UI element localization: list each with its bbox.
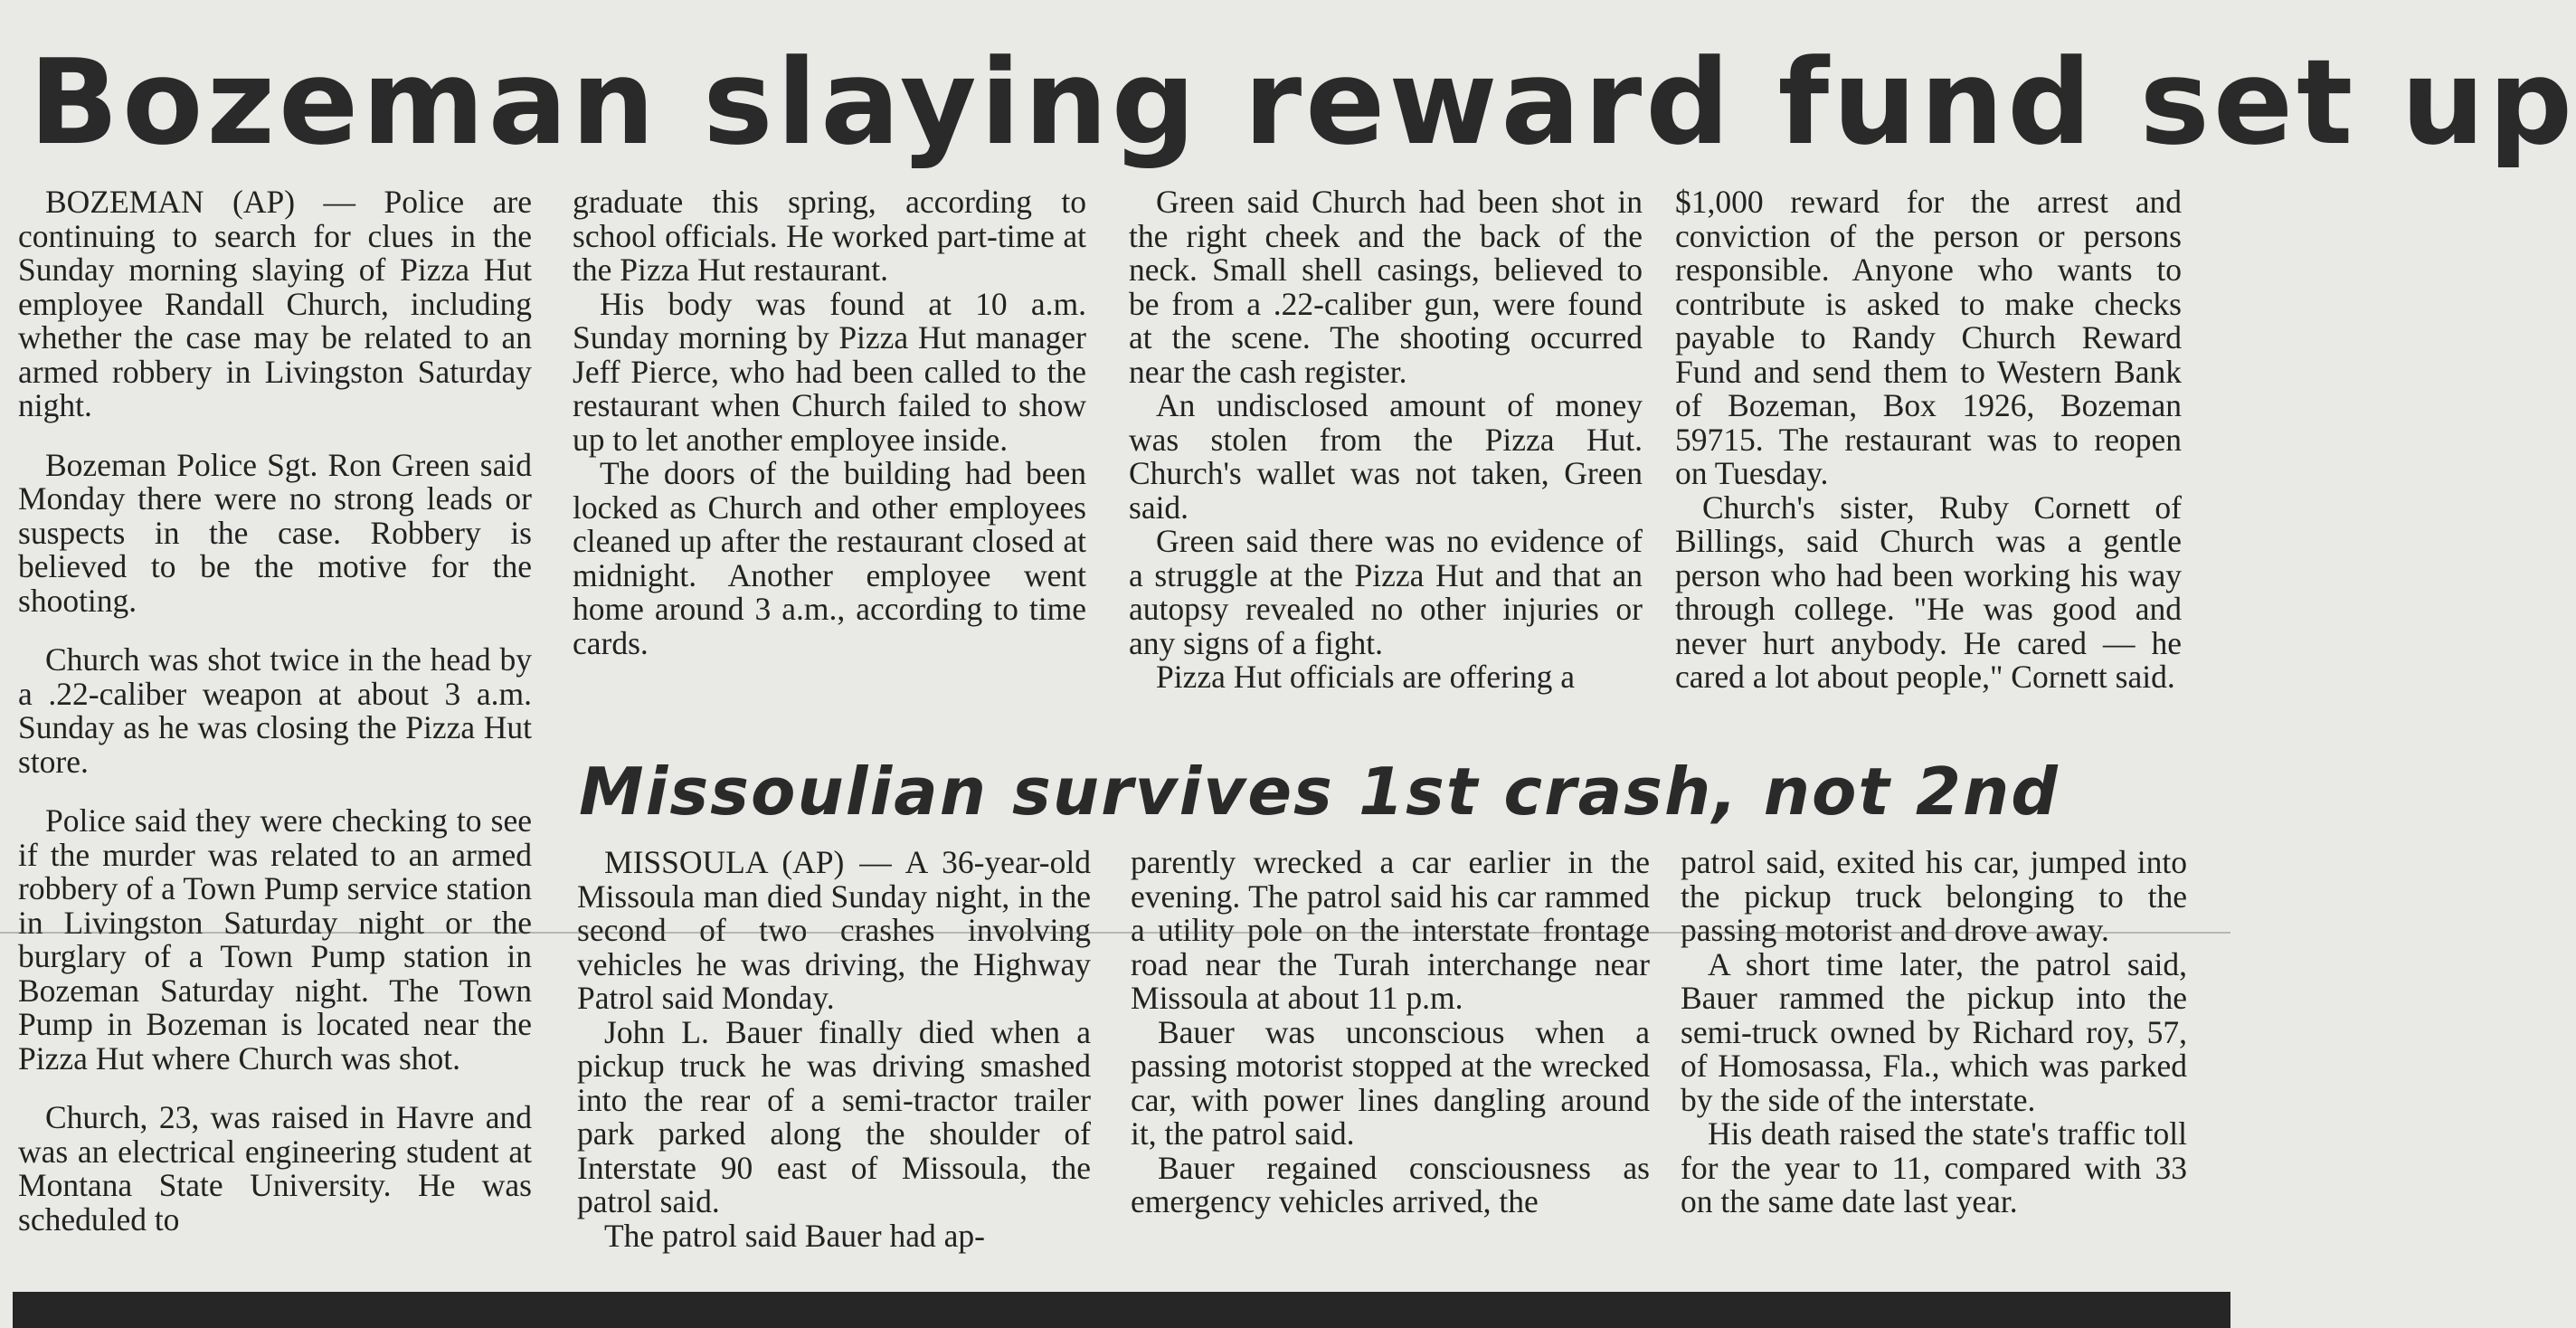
article-paragraph: Bauer was unconscious when a passing motorist stopped at the wrecked car, with power lines dangling around it, the patrol said. [1131, 1013, 1650, 1152]
story2-column-2 [1131, 846, 1650, 1219]
article-paragraph: graduate this spring, according to school officials. He worked part-time at the Pizza Hut restaurant. [573, 184, 1086, 288]
headline-bozeman-slaying: Bozeman slaying reward fund set up [29, 33, 2576, 171]
article-paragraph: The doors of the building had been locked as Church and other employees cleaned up after the restaurant closed at midnight. Another employee went home around 3 a.m., according to time cards. [573, 455, 1086, 661]
article-paragraph: Church, 23, was raised in Havre and was an electrical engineering student at Montana State University. He was scheduled to [18, 1099, 532, 1238]
article-paragraph: His death raised the state's traffic toll for the year to 11, compared with 33 on the same date last year. [1681, 1115, 2187, 1219]
article-paragraph: His body was found at 10 a.m. Sunday morning by Pizza Hut manager Jeff Pierce, who had been called to the restaurant when Church failed to show up to let another employee inside. [573, 285, 1086, 458]
article-paragraph: A short time later, the patrol said, Bauer rammed the pickup into the semi-truck owned by Richard roy, 57, of Homosassa, Fla., which was parked by the side of the interstate. [1681, 945, 2187, 1118]
article-paragraph: John L. Bauer finally died when a pickup truck he was driving smashed into the rear of a semi-tractor trailer park parked along the shoulder of Interstate 90 east of Missoula, the patrol said. [577, 1013, 1091, 1219]
article-paragraph: Police said they were checking to see if the murder was related to an armed robbery of a Town Pump service station in Livingston Saturday night or the burglary of a Town Pump station in Bozeman Saturday night. The Town Pump in Bozeman is located near the Pizza Hut where Church was shot. [18, 802, 532, 1077]
story2-column-3 [1681, 846, 2187, 1219]
article-paragraph: Green said Church had been shot in the right cheek and the back of the neck. Small shell casings, believed to be from a .22-caliber gun, were found at the scene. The shooting occurred near the cash register. [1129, 184, 1643, 390]
article-paragraph: $1,000 reward for the arrest and conviction of the person or persons responsible. Anyone who wants to contribute is asked to make checks payable to Randy Church Reward Fund and send them to Western Bank of Bozeman, Box 1926, Bozeman 59715. The restaurant was to reopen on Tuesday. [1675, 184, 2182, 491]
article-paragraph: Bauer regained consciousness as emergency vehicles arrived, the [1131, 1149, 1650, 1219]
page-fold-line [0, 932, 2230, 934]
article-paragraph: Church's sister, Ruby Cornett of Billings, said Church was a gentle person who had been working his way through college. "He was good and never hurt anybody. He cared — he cared a lot about people," Cornett said. [1675, 489, 2182, 695]
article-paragraph: An undisclosed amount of money was stolen from the Pizza Hut. Church's wallet was not taken, Green said. [1129, 387, 1643, 526]
article-paragraph: BOZEMAN (AP) — Police are continuing to search for clues in the Sunday morning slaying of Pizza Hut employee Randall Church, including whether the case may be related to an armed robbery in Livingston Saturday night. [18, 184, 532, 423]
article-paragraph: Bozeman Police Sgt. Ron Green said Monday there were no strong leads or suspects in the case. Robbery is believed to be the motive for the shooting. [18, 446, 532, 619]
story1-column-3 [1129, 185, 1643, 695]
headline-missoulian-crash: Missoulian survives 1st crash, not 2nd [579, 754, 2060, 830]
article-paragraph: parently wrecked a car earlier in the evening. The patrol said his car rammed a utility pole on the interstate frontage road near the Turah interchange near Missoula at about 11 p.m. [1131, 844, 1650, 1016]
article-paragraph: Church was shot twice in the head by a .22-caliber weapon at about 3 a.m. Sunday as he was closing the Pizza Hut store. [18, 641, 532, 780]
article-paragraph: patrol said, exited his car, jumped into the pickup truck belonging to the passing motorist and drove away. [1681, 844, 2187, 948]
article-paragraph: Green said there was no evidence of a struggle at the Pizza Hut and that an autopsy revealed no other injuries or any signs of a fight. [1129, 523, 1643, 661]
article-paragraph: The patrol said Bauer had ap- [604, 1217, 985, 1254]
bottom-border-bar [13, 1292, 2230, 1328]
story1-column-1 [18, 185, 532, 1237]
story2-column-1 [577, 846, 1091, 1253]
article-paragraph: Pizza Hut officials are offering a [1156, 659, 1575, 695]
article-paragraph: MISSOULA (AP) — A 36-year-old Missoula man died Sunday night, in the second of two crashes involving vehicles he was driving, the Highway Patrol said Monday. [577, 844, 1091, 1016]
story1-column-2 [573, 185, 1086, 660]
story1-column-4 [1675, 185, 2182, 695]
